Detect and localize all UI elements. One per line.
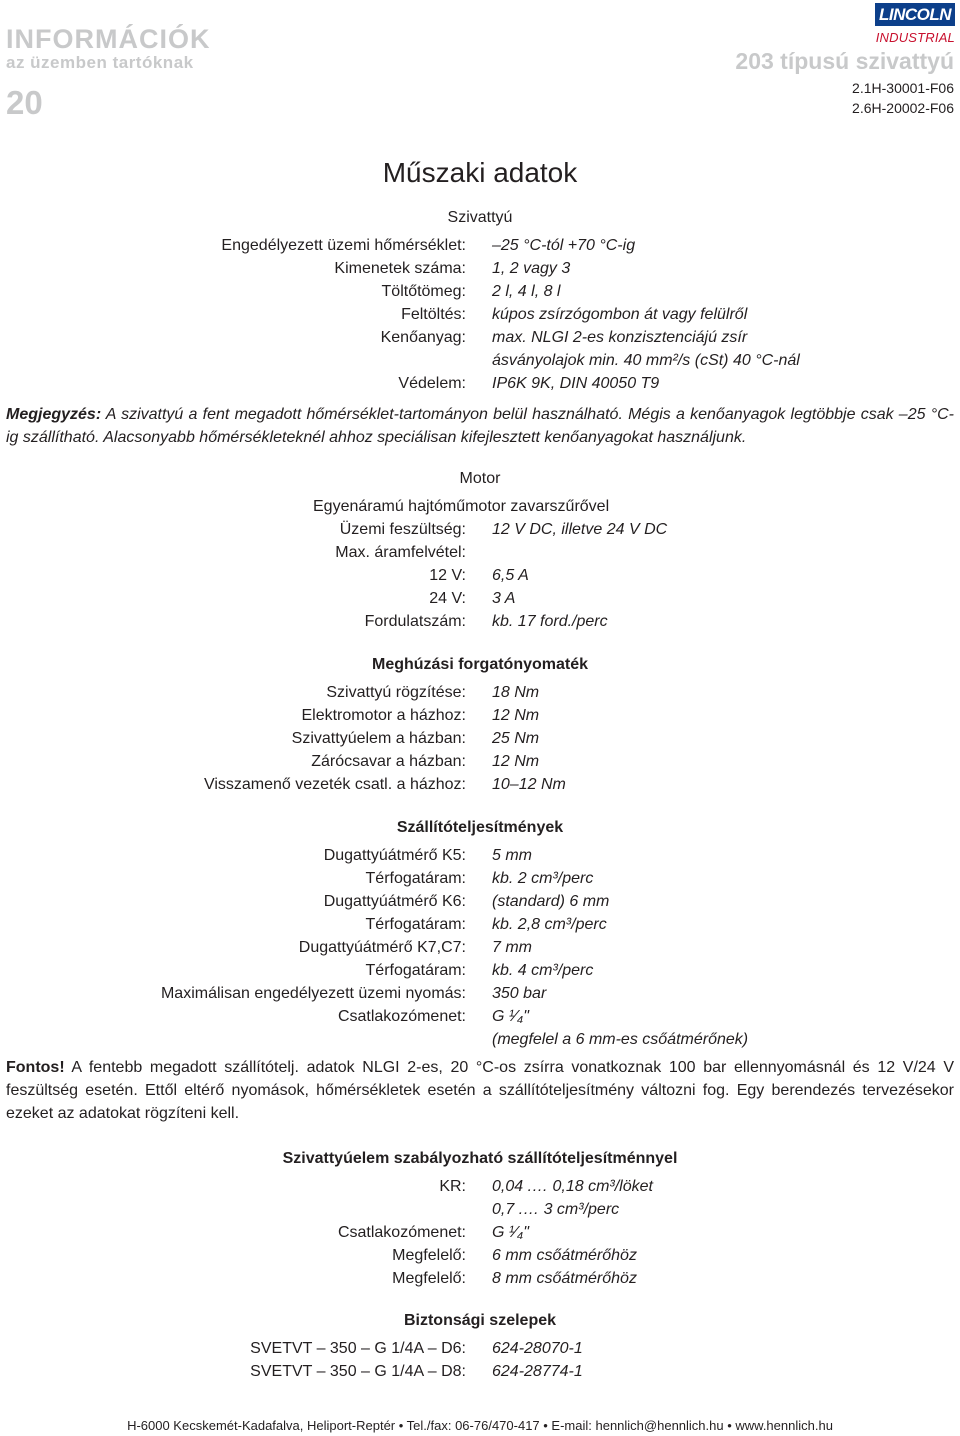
spec-value: 12 Nm <box>492 753 540 770</box>
spec-row <box>0 329 960 351</box>
spec-value: 624-28070-1 <box>492 1340 583 1357</box>
spec-label: 12 V: <box>429 567 466 584</box>
spec-row <box>0 916 960 938</box>
spec-label: Térfogatáram: <box>365 962 466 979</box>
spec-value: kb. 2,8 cm³/perc <box>492 916 607 933</box>
header-title: INFORMÁCIÓK <box>6 24 211 54</box>
spec-row <box>0 613 960 635</box>
note-text: A szivattyú a fent megadott hőmérséklet-tartományon belül használható. Mégis a kenőanyagok legtöbbje csak –25 °C-ig szállítható. Alacsonyabb hőmérsékleteknél ahhoz speciálisan kifejlesztett kenőanyagokat használjunk. <box>6 406 955 446</box>
page-footer: H-6000 Kecskemét-Kadafalva, Heliport-Reptér • Tel./fax: 06-76/470-417 • E-mail: hennlich@hennlich.hu • www.hennlich.hu <box>127 1418 833 1433</box>
spec-value: kb. 4 cm³/perc <box>492 962 594 979</box>
spec-value: 6,5 A <box>492 567 529 584</box>
spec-row <box>0 753 960 775</box>
section-heading-pump: Szivattyú <box>447 209 513 226</box>
spec-value: 12 V DC, illetve 24 V DC <box>492 521 668 538</box>
spec-value: 0,7 .… 3 cm³/perc <box>492 1201 620 1218</box>
spec-value: 8 mm csőátmérőhöz <box>492 1270 637 1287</box>
spec-label: Engedélyezett üzemi hőmérséklet: <box>221 237 466 254</box>
spec-row <box>0 985 960 1007</box>
spec-value: (standard) 6 mm <box>492 893 610 910</box>
spec-value: (megfelel a 6 mm-es csőátmérőnek) <box>492 1031 749 1048</box>
spec-row <box>0 684 960 706</box>
spec-label: Térfogatáram: <box>365 870 466 887</box>
spec-value: 7 mm <box>492 939 532 956</box>
section-heading-motor: Motor <box>459 470 501 487</box>
spec-value: IP6K 9K, DIN 40050 T9 <box>492 375 660 392</box>
spec-label: Megfelelő: <box>392 1270 466 1287</box>
spec-row <box>0 567 960 589</box>
spec-row <box>0 939 960 961</box>
spec-row <box>0 776 960 798</box>
spec-row <box>0 1224 960 1246</box>
spec-row <box>0 352 960 374</box>
spec-value: G ¹⁄₄" <box>492 1224 529 1241</box>
spec-label: Dugattyúátmérő K7,C7: <box>298 939 466 956</box>
pump-type-title: 203 típusú szivattyú <box>735 48 954 74</box>
spec-value: –25 °C-tól +70 °C-ig <box>492 237 636 254</box>
spec-value: 3 A <box>492 590 516 607</box>
pump-note <box>6 403 954 449</box>
section-heading-torque: Meghúzási forgatónyomaték <box>371 656 589 673</box>
spec-value: 1, 2 vagy 3 <box>492 260 571 277</box>
spec-value: G ¹⁄₄" <box>492 1008 529 1025</box>
spec-label: Dugattyúátmérő K5: <box>323 847 466 864</box>
spec-value: 350 bar <box>492 985 547 1002</box>
spec-row <box>0 283 960 305</box>
spec-label: Csatlakozómenet: <box>337 1224 466 1241</box>
spec-label: Max. áramfelvétel: <box>335 544 466 561</box>
important-label: Fontos! <box>6 1059 65 1076</box>
spec-value: 12 Nm <box>492 707 540 724</box>
spec-value: 624-28774-1 <box>492 1363 583 1380</box>
spec-row <box>0 1008 960 1030</box>
section-heading-valves: Biztonsági szelepek <box>403 1312 557 1329</box>
spec-label: Csatlakozómenet: <box>337 1008 466 1025</box>
spec-label: SVETVT – 350 – G 1/4A – D8: <box>250 1363 466 1380</box>
page-number: 20 <box>6 84 43 121</box>
spec-row <box>0 260 960 282</box>
important-note <box>6 1056 954 1125</box>
spec-row <box>0 590 960 612</box>
spec-row <box>0 1178 960 1200</box>
section-heading-delivery: Szállítóteljesítmények <box>396 819 564 836</box>
important-text: A fentebb megadott szállítótelj. adatok NLGI 2-es, 20 °C-os zsírra vonatkoznak 100 bar ellennyomásnál és 12 V/24 V feszültség esetén. Ettől eltérő nyomások, hőmérsékletek esetén a szállítóteljesítmény változni fog. Egy berendezés tervezésekor ezeket az adatokat rögzíteni kell. <box>6 1059 954 1122</box>
spec-label: Maximálisan engedélyezett üzemi nyomás: <box>160 985 466 1002</box>
spec-label: Térfogatáram: <box>365 916 466 933</box>
spec-value: 18 Nm <box>492 684 540 701</box>
spec-row <box>0 1270 960 1292</box>
section-heading-adjustable: Szivattyúelem szabályozható szállítóteljesítménnyel <box>282 1150 678 1167</box>
spec-value: 6 mm csőátmérőhöz <box>492 1247 637 1264</box>
spec-value: 10–12 Nm <box>492 776 566 793</box>
motor-description: Egyenáramú hajtóműmotor zavarszűrővel <box>313 498 610 515</box>
spec-row <box>0 962 960 984</box>
spec-label: Kenőanyag: <box>380 329 466 346</box>
spec-row <box>0 544 960 566</box>
spec-label: 24 V: <box>429 590 466 607</box>
logo-text: LINCOLN <box>875 3 955 26</box>
spec-label: Visszamenő vezeték csatl. a házhoz: <box>203 776 466 793</box>
spec-value: 0,04 .… 0,18 cm³/löket <box>492 1178 653 1195</box>
page-title: Műszaki adatok <box>382 157 578 188</box>
spec-value: 5 mm <box>492 847 532 864</box>
spec-row <box>0 847 960 869</box>
spec-label: Fordulatszám: <box>364 613 466 630</box>
spec-value: 2 l, 4 l, 8 l <box>492 283 561 300</box>
spec-label: Megfelelő: <box>392 1247 466 1264</box>
spec-label: Zárócsavar a házban: <box>311 753 466 770</box>
spec-row <box>0 893 960 915</box>
spec-value: 25 Nm <box>492 730 540 747</box>
spec-value: kb. 2 cm³/perc <box>492 870 594 887</box>
spec-row <box>0 870 960 892</box>
spec-label: Feltöltés: <box>401 306 466 323</box>
doc-code-1: 2.1H-30001-F06 <box>852 80 954 96</box>
spec-row <box>0 730 960 752</box>
spec-label: KR: <box>439 1178 466 1195</box>
spec-value: ásványolajok min. 40 mm²/s (cSt) 40 °C-nál <box>492 352 800 369</box>
spec-row <box>0 375 960 397</box>
spec-row <box>0 1247 960 1269</box>
motor-description-row <box>0 498 960 520</box>
spec-row <box>0 1363 960 1385</box>
spec-row <box>0 1201 960 1223</box>
spec-label: Üzemi feszültség: <box>339 521 466 538</box>
spec-row <box>0 707 960 729</box>
spec-label: Kimenetek száma: <box>334 260 466 277</box>
spec-row <box>0 1340 960 1362</box>
spec-row <box>0 1031 960 1053</box>
spec-label: Védelem: <box>398 375 466 392</box>
spec-row <box>0 237 960 259</box>
spec-value: kb. 17 ford./perc <box>492 613 608 630</box>
spec-value: max. NLGI 2-es konzisztenciájú zsír <box>492 329 748 346</box>
spec-label: Szivattyú rögzítése: <box>326 684 466 701</box>
header-subtitle: az üzemben tartóknak <box>6 53 194 72</box>
spec-label: Dugattyúátmérő K6: <box>323 893 466 910</box>
lincoln-logo <box>875 3 955 47</box>
spec-label: Töltőtömeg: <box>381 283 466 300</box>
doc-code-2: 2.6H-20002-F06 <box>852 100 954 116</box>
note-label: Megjegyzés: <box>6 406 102 423</box>
logo-subtext: INDUSTRIAL <box>875 30 955 45</box>
spec-label: Szivattyúelem a házban: <box>291 730 466 747</box>
spec-row <box>0 521 960 543</box>
spec-label: SVETVT – 350 – G 1/4A – D6: <box>250 1340 466 1357</box>
spec-label: Elektromotor a házhoz: <box>301 707 466 724</box>
spec-row <box>0 306 960 328</box>
spec-value: kúpos zsírzógombon át vagy felülről <box>492 306 748 323</box>
